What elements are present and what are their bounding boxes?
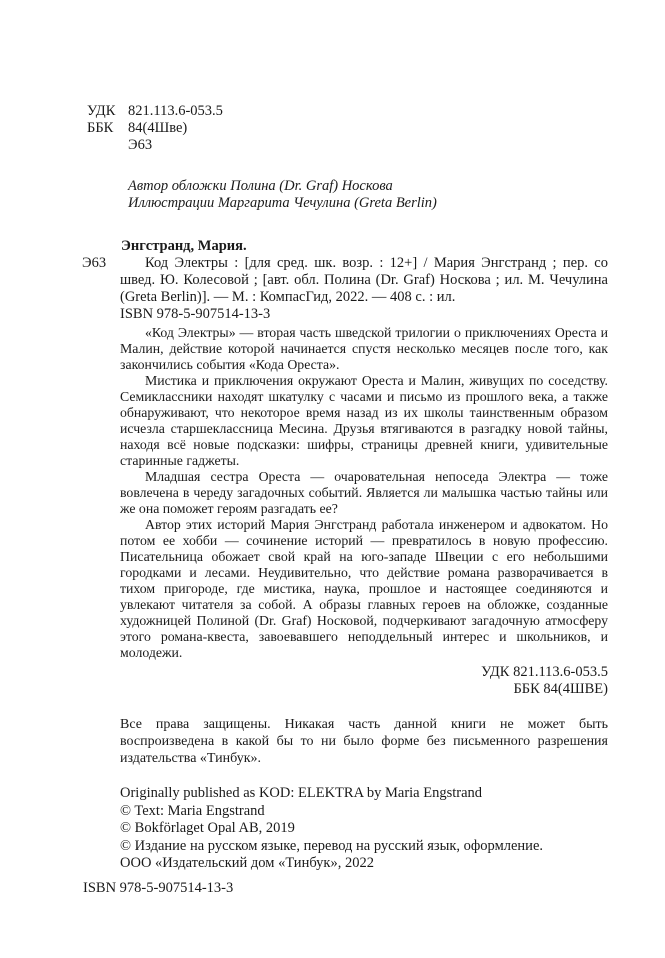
bbk-value: 84(4Шве) <box>128 120 188 136</box>
annotation-paragraph: Автор этих историй Мария Энгстранд работала инженером и адвокатом. Но потом ее хобби — сочинение историй — превратилось в новую профессию. Писательница обожает свой край на юго-западе Швеции с его небольшими городками и лесами. Неудивительно, что действие романа разворачивается в тихом пригороде, где мистика, наука, прошлое и настоящее соединяются и увлекают читателя за собой. А образы главных героев на обложке, созданные художницей Полиной (Dr. Graf) Носковой, подчеркивают загадочную атмосферу этого романа-квеста, завоевавшего неподдельный интерес и школьников, и молодежи. <box>120 517 608 660</box>
rights-notice: Все права защищены. Никакая часть данной книги не может быть воспроизведена в какой бы то ни было форме без письменного разрешения издательства «Тинбук». <box>120 717 608 766</box>
illustrator-credit: Иллюстрации Маргарита Чечулина (Greta Berlin) <box>128 195 437 211</box>
udk-label: УДК <box>87 103 116 119</box>
catalog-card-sign: Э63 <box>82 255 107 271</box>
catalog-codes-bottom <box>0 664 608 698</box>
copyright-text-line: © Text: Maria Engstrand <box>120 802 265 819</box>
udk-bottom: УДК 821.113.6-053.5 <box>481 664 608 680</box>
cover-artist-credit: Автор обложки Полина (Dr. Graf) Носкова <box>128 178 393 194</box>
copyright-block <box>120 785 608 873</box>
isbn-bottom: ISBN 978-5-907514-13-3 <box>83 879 234 896</box>
udk-value: 821.113.6-053.5 <box>128 103 223 119</box>
catalog-card-description: Код Электры : [для сред. шк. возр. : 12+] / Мария Энгстранд ; пер. со швед. Ю. Колесовой ; [авт. обл. Полина (Dr. Graf) Носкова ; ил. М. Чечулина (Greta Berlin)]. — М. : КомпасГид, 2022. — 408 с. : ил. <box>120 255 608 305</box>
copyright-publisher-line: © Bokförlaget Opal AB, 2019 <box>120 820 295 836</box>
bibliographic-entry <box>0 238 665 323</box>
author-heading: Энгстранд, Мария. <box>121 238 247 254</box>
annotation-paragraph: «Код Электры» — вторая часть шведской трилогии о приключениях Ореста и Малин, действие которой начинается спустя несколько месяцев после того, как закончились события «Кода Ореста». <box>120 325 608 372</box>
author-sign-row <box>87 137 665 154</box>
catalog-card <box>82 255 608 306</box>
annotation-block <box>120 325 608 661</box>
artist-credits <box>128 178 665 212</box>
annotation-paragraph: Младшая сестра Ореста — очаровательная непоседа Электра — тоже вовлечена в череду загадочных событий. Является ли малышка частью тайны или же она поможет героям разгадать ее? <box>120 469 608 516</box>
annotation-paragraph: Мистика и приключения окружают Ореста и Малин, живущих по соседству. Семиклассники находят шкатулку с часами и письмо из прошлого века, а также обнаруживают, что некоторое время назад из их школы таинственным образом исчезла старшеклассница Месина. Друзья втягиваются в разгадку новой тайны, находя всё новые подсказки: шифры, страницы древней книги, удивительные старинные гаджеты. <box>120 373 608 468</box>
catalog-codes-top <box>87 103 665 154</box>
copyright-publishing-house-line: ООО «Издательский дом «Тинбук», 2022 <box>120 855 374 871</box>
bbk-label: ББК <box>87 120 114 136</box>
original-title-line: Originally published as KOD: ELEKTRA by Maria Engstrand <box>120 785 483 801</box>
bbk-row <box>87 120 665 137</box>
author-sign: Э63 <box>128 137 153 153</box>
udk-row <box>87 103 665 120</box>
isbn-line: ISBN 978-5-907514-13-3 <box>120 306 271 322</box>
bbk-bottom: ББК 84(4ШВЕ) <box>513 681 608 697</box>
copyright-russian-edition-line: © Издание на русском языке, перевод на русский язык, оформление. <box>120 837 544 854</box>
